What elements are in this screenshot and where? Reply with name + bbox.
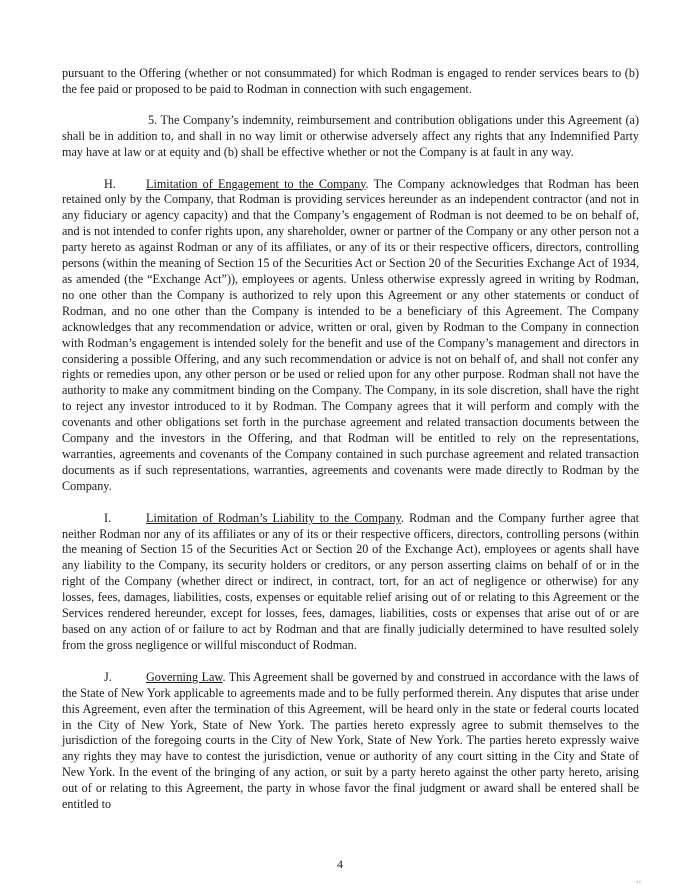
section-h-letter: H. bbox=[104, 176, 116, 191]
section-j-letter: J. bbox=[104, 669, 112, 684]
scan-artifact: ‹‹ bbox=[636, 877, 642, 886]
section-i-body: . Rodman and the Company further agree that neither Rodman nor any of its affiliates or any of its or their respective officers, directors, controlling persons (within the meaning of Section 15 of the Securities Act or Section 20 of the Exchange Act), employees or agents shall have any liability to the Company, its security holders or creditors, or any person asserting claims on behalf of or in the right of the Company (whether direct or indirect, in contract, tort, for an act of negligence or otherwise) for any losses, fees, damages, liabilities, costs, expenses or equitable relief arising out of or relating to this Agreement or the Services rendered hereunder, except for losses, fees, damages, liabilities, costs or expenses that arise out of or are based on any action of or failure to act by Rodman and that are finally judicially determined to have resulted solely from the gross negligence or willful misconduct of Rodman. bbox=[62, 510, 639, 652]
section-j-body: . This Agreement shall be governed by and construed in accordance with the laws of the State of New York applicable to agreements made and to be fully performed therein. Any disputes that arise under this Agreement, even after the termination of this Agreement, will be heard only in the state or federal courts located in the City of New York, State of New York. The parties hereto expressly agree to submit themselves to the jurisdiction of the foregoing courts in the City of New York, State of New York. The parties hereto expressly waive any rights they may have to contest the jurisdiction, venue or authority of any court sitting in the City and State of New York. In the event of the bringing of any action, or suit by a party hereto against the other party hereto, arising out of or relating to this Agreement, the party in whose favor the final judgment or award shall be entered shall be entitled to bbox=[62, 669, 639, 812]
section-i-letter: I. bbox=[104, 510, 112, 525]
section-h-body: . The Company acknowledges that Rodman has been retained only by the Company, that Rodman is providing services hereunder as an independent contractor (and not in any fiduciary or agency capacity) and that the Company’s engagement of Rodman is not deemed to be on behalf of, and is not intended to confer rights upon, any shareholder, owner or partner of the Company or any other person not a party hereto as against Rodman or any of its affiliates, or any of its or their respective officers, directors, controlling persons (within the meaning of Section 15 of the Securities Act or Section 20 of the Securities Exchange Act of 1934, as amended (the “Exchange Act”)), employees or agents. Unless otherwise expressly agreed in writing by Rodman, no one other than the Company is authorized to rely upon this Agreement or any other statements or conduct of Rodman, and no one other than the Company is intended to be a beneficiary of this Agreement. The Company acknowledges that any recommendation or advice, written or oral, given by Rodman to the Company in connection with Rodman’s engagement is intended solely for the benefit and use of the Company’s management and directors in considering a possible Offering, and any such recommendation or advice is not on behalf of, and shall not confer any rights or remedies upon, any other person or be used or relied upon for any other purpose. Rodman shall not have the authority to make any commitment binding on the Company. The Company, in its sole discretion, shall have the right to reject any investor introduced to it by Rodman. The Company agrees that it will perform and comply with the covenants and other obligations set forth in the purchase agreement and related transaction documents between the Company and the investors in the Offering, and that Rodman will be entitled to rely on the representations, warranties, agreements and covenants of the Company contained in such purchase agreement and related transaction documents as if such representations, warranties, agreements and covenants were made directly to Rodman by the Company. bbox=[62, 176, 640, 493]
section-h bbox=[62, 177, 639, 495]
section-j bbox=[62, 670, 639, 813]
document-body bbox=[62, 66, 639, 829]
section-i bbox=[62, 511, 639, 654]
section-h-heading: Limitation of Engagement to the Company bbox=[146, 176, 366, 191]
page-number: 4 bbox=[337, 857, 343, 871]
paragraph-5: 5. The Company’s indemnity, reimbursement and contribution obligations under this Agreement (a) shall be in addition to, and shall in no way limit or otherwise adversely affect any rights that any Indemnified Party may have at law or at equity and (b) shall be effective whether or not the Company is at fault in any way. bbox=[62, 112, 639, 159]
section-j-heading: Governing Law bbox=[146, 669, 223, 684]
continuation-paragraph: pursuant to the Offering (whether or not consummated) for which Rodman is engaged to render services bears to (b) the fee paid or proposed to be paid to Rodman in connection with such engagement. bbox=[62, 66, 639, 96]
section-i-heading: Limitation of Rodman’s Liability to the Company bbox=[146, 510, 401, 525]
